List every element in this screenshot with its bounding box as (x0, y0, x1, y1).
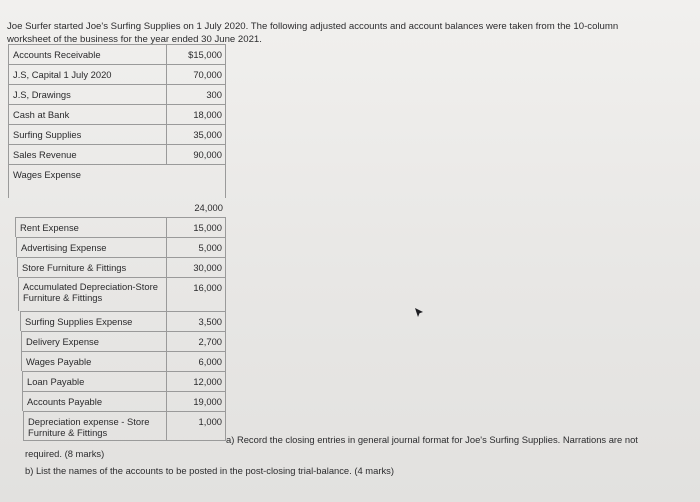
account-name: Wages Expense (8, 164, 166, 198)
question-a-continued: required. (8 marks) (25, 448, 105, 459)
table-row (8, 44, 226, 64)
account-value: 18,000 (166, 104, 226, 124)
table-row (22, 391, 226, 411)
account-name: Surfing Supplies (8, 124, 166, 144)
table-row (18, 277, 226, 311)
account-name-spacer (8, 198, 166, 217)
account-value: 16,000 (166, 277, 226, 311)
question-a: a) Record the closing entries in general journal format for Joe's Surfing Supplies. Narrations are not (226, 434, 638, 445)
account-value: 30,000 (166, 257, 226, 277)
table-row (8, 198, 226, 217)
account-name: Cash at Bank (8, 104, 166, 124)
account-value: 6,000 (166, 351, 226, 371)
account-name: Wages Payable (21, 351, 166, 371)
table-row (21, 331, 226, 351)
table-row (17, 257, 226, 277)
table-row (21, 351, 226, 371)
table-row (8, 64, 226, 84)
account-value: 1,000 (166, 411, 226, 441)
account-balances-table (8, 44, 226, 441)
intro-line-1: Joe Surfer started Joe's Surfing Supplies on 1 July 2020. The following adjusted accounts and account balances were taken from the 10-column (7, 21, 619, 32)
account-value: 2,700 (166, 331, 226, 351)
account-value: $15,000 (166, 44, 226, 64)
intro-line-2: worksheet of the business for the year ended 30 June 2021. (7, 34, 262, 45)
account-name: Store Furniture & Fittings (17, 257, 166, 277)
intro-text (7, 20, 697, 46)
account-value: 12,000 (166, 371, 226, 391)
account-name: Accumulated Depreciation-Store Furniture & Fittings (18, 277, 166, 311)
account-value: 24,000 (194, 202, 223, 213)
table-row (23, 411, 226, 441)
account-value: 70,000 (166, 64, 226, 84)
table-row (16, 237, 226, 257)
table-row (8, 124, 226, 144)
account-value: 90,000 (166, 144, 226, 164)
table-row (22, 371, 226, 391)
account-name: Depreciation expense - Store Furniture & Fittings (23, 411, 166, 441)
table-row (15, 217, 226, 237)
account-name: Accounts Payable (22, 391, 166, 411)
account-name: J.S, Drawings (8, 84, 166, 104)
account-value: 19,000 (166, 391, 226, 411)
account-name: Rent Expense (15, 217, 166, 237)
account-name: Surfing Supplies Expense (20, 311, 166, 331)
account-name: Advertising Expense (16, 237, 166, 257)
account-name: Accounts Receivable (8, 44, 166, 64)
table-row (8, 84, 226, 104)
account-value: 15,000 (166, 217, 226, 237)
account-value: 5,000 (166, 237, 226, 257)
account-name: Delivery Expense (21, 331, 166, 351)
account-name: Loan Payable (22, 371, 166, 391)
account-name: Sales Revenue (8, 144, 166, 164)
account-value: 3,500 (166, 311, 226, 331)
table-row (20, 311, 226, 331)
table-row (8, 104, 226, 124)
table-row (8, 144, 226, 164)
question-b: b) List the names of the accounts to be posted in the post-closing trial-balance. (4 marks) (25, 465, 394, 476)
account-value: 300 (166, 84, 226, 104)
account-value (166, 164, 226, 198)
table-row (8, 164, 226, 198)
account-value: 35,000 (166, 124, 226, 144)
account-name: J.S, Capital 1 July 2020 (8, 64, 166, 84)
mouse-cursor-icon (413, 307, 425, 319)
